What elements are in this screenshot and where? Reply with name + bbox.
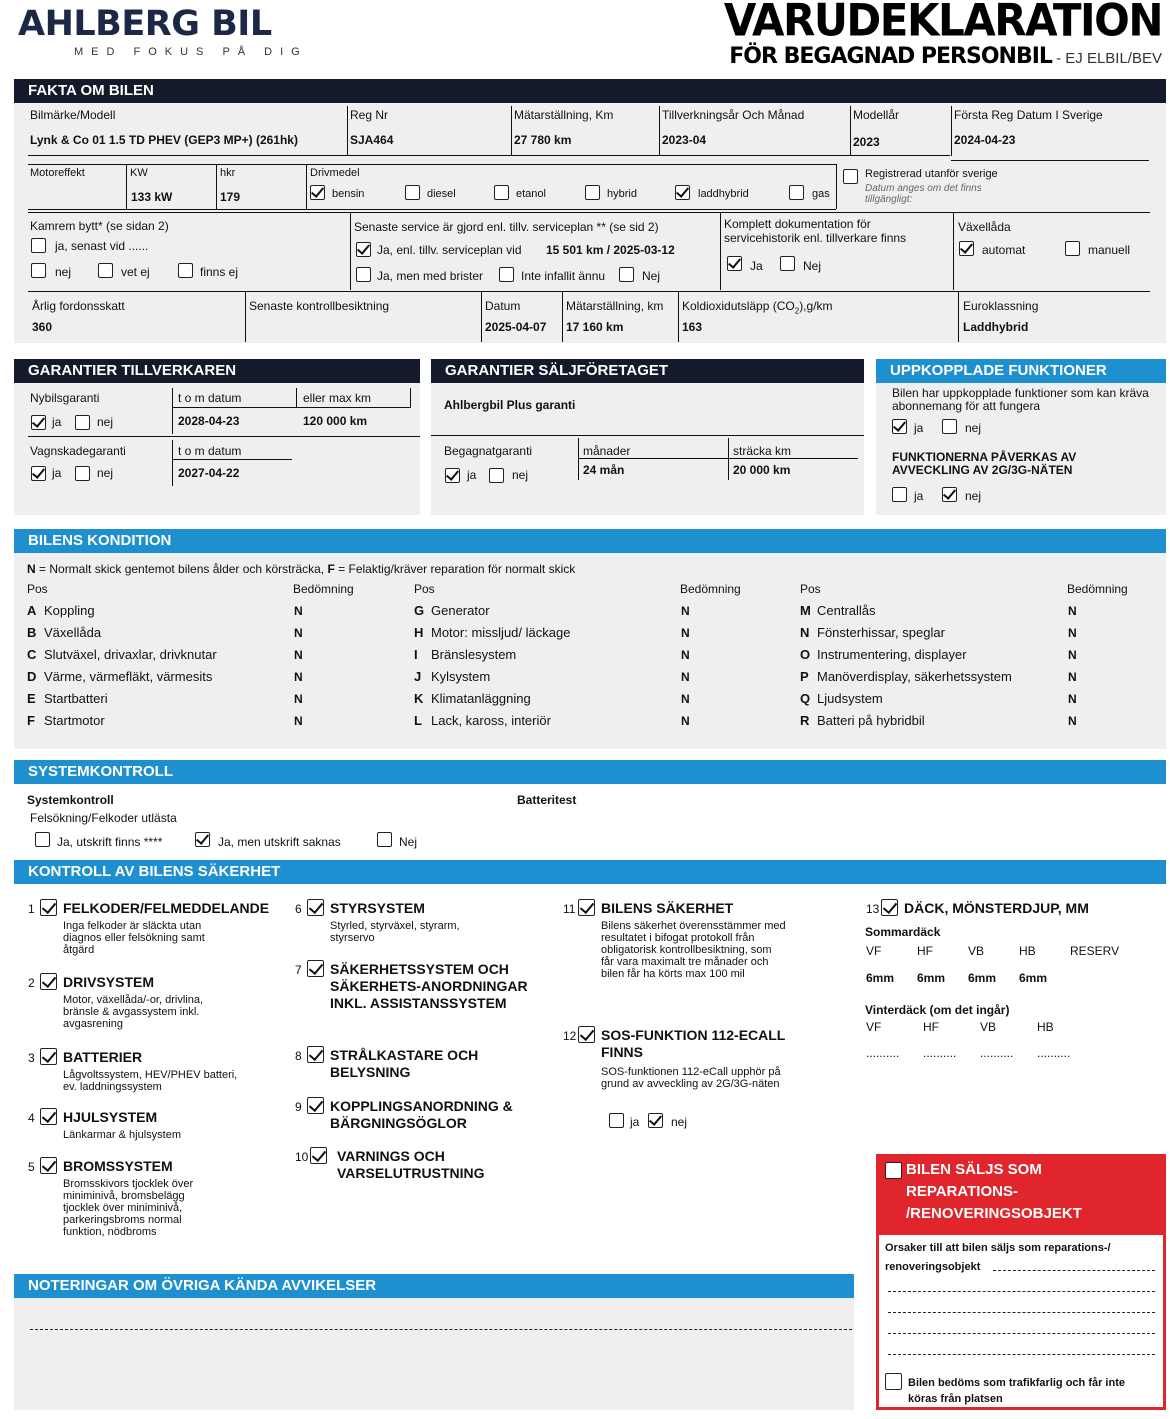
safety-item-checkbox[interactable] xyxy=(307,899,324,916)
condition-item: N Fönsterhissar, speglar xyxy=(800,625,945,640)
service-value: 15 501 km / 2025-03-12 xyxy=(546,243,675,257)
first-reg-value: 2024-04-23 xyxy=(954,133,1016,147)
winter-hb: .......... xyxy=(1037,1046,1071,1060)
fuel-4-checkbox[interactable] xyxy=(675,185,690,200)
model-label: Bilmärke/Modell xyxy=(30,108,116,122)
func-nej-label: nej xyxy=(965,489,982,503)
condition-item: M Centrallås xyxy=(800,603,876,618)
condition-item: R Batteri på hybridbil xyxy=(800,713,925,728)
doc-nej-label: Nej xyxy=(803,259,822,273)
nybil-maxkm-label: eller max km xyxy=(303,391,372,405)
condition-rating: N xyxy=(681,604,690,618)
safety-item-description: Bromsskivors tjocklek över miniminivå, bromsbelägg tjocklek över miniminivå, parkeringsbroms normal funktion, nödbroms xyxy=(63,1178,194,1238)
system-opt3-checkbox[interactable] xyxy=(377,832,392,847)
abroad-note: Datum anges om det finns tillgängligt: xyxy=(865,183,982,205)
uppk-nej-checkbox[interactable] xyxy=(942,419,957,434)
euro-label: Euroklassning xyxy=(963,299,1039,313)
model-year-value: 2023 xyxy=(853,135,880,149)
condition-item: L Lack, kaross, interiör xyxy=(414,713,551,728)
safety-item-title: STYRSYSTEM xyxy=(330,900,425,916)
summer-tires-label: Sommardäck xyxy=(865,925,941,939)
pos-header-2: Pos xyxy=(414,582,435,596)
safety-item-checkbox[interactable] xyxy=(40,1108,57,1125)
plus-guarantee: Ahlbergbil Plus garanti xyxy=(444,398,576,412)
system-opt2-label: Ja, men utskrift saknas xyxy=(218,835,341,849)
inspection-date-value: 2025-04-07 xyxy=(485,320,547,334)
sos-ja-label: ja xyxy=(630,1115,640,1129)
condition-item: P Manöverdisplay, säkerhetssystem xyxy=(800,669,1012,684)
document-subtitle: FÖR BEGAGNAD PERSONBIL - EJ ELBIL/BEV xyxy=(729,44,1162,69)
system-opt2-checkbox[interactable] xyxy=(195,832,210,847)
safety-item-title: KOPPLINGSANORDNING & BÄRGNINGSÖGLOR xyxy=(330,1098,513,1131)
fuel-3-label: hybrid xyxy=(607,188,637,200)
section-header-system: SYSTEMKONTROLL xyxy=(14,760,1166,784)
summer-col-vb: VB xyxy=(968,944,985,958)
beg-ja-checkbox[interactable] xyxy=(445,468,460,483)
section-header-sakerhet: KONTROLL AV BILENS SÄKERHET xyxy=(14,860,1166,884)
condition-item: G Generator xyxy=(414,603,490,618)
kw-value: 133 kW xyxy=(131,190,173,204)
model-year-label: Modellår xyxy=(853,108,900,122)
winter-hf: .......... xyxy=(923,1046,957,1060)
condition-rating: N xyxy=(681,692,690,706)
service-label: Senaste service är gjord enl. tillv. serviceplan ** (se sid 2) xyxy=(354,220,659,234)
condition-item: H Motor: missljud/ läckage xyxy=(414,625,571,640)
inspection-date-label: Datum xyxy=(485,299,521,313)
uppk-ja-checkbox[interactable] xyxy=(892,419,907,434)
safety-item-number: 4 xyxy=(28,1111,35,1125)
summer-col-hf: HF xyxy=(917,944,933,958)
summer-vf: 6mm xyxy=(866,971,895,985)
kamrem-yes-label: ja, senast vid ...... xyxy=(55,239,149,253)
system-sub: Felsökning/Felkoder utlästa xyxy=(30,811,177,825)
condition-rating: N xyxy=(1068,714,1077,728)
section-header-notes: NOTERINGAR OM ÖVRIGA KÄNDA AVVIKELSER xyxy=(14,1274,854,1298)
beg-nej-label: nej xyxy=(512,468,529,482)
condition-rating: N xyxy=(1068,692,1077,706)
condition-item: D Värme, värmefläkt, värmesits xyxy=(27,669,213,684)
vagn-nej-label: nej xyxy=(97,466,114,480)
power-label: Motoreffekt xyxy=(30,167,85,179)
doc-ja-checkbox[interactable] xyxy=(727,256,742,271)
condition-rating: N xyxy=(681,626,690,640)
service-nej-label: Nej xyxy=(642,269,661,283)
beg-label: Begagnatgaranti xyxy=(444,444,533,458)
condition-item: J Kylsystem xyxy=(414,669,491,684)
safety-item-title: SOS-FUNKTION 112-ECALL FINNS xyxy=(601,1027,786,1060)
gear-label: Växellåda xyxy=(958,220,1011,234)
safety-item-description: Motor, växellåda/-or, drivlina, bränsle & avgassystem inkl. avgasrening xyxy=(63,994,204,1030)
sos-nej-label: nej xyxy=(671,1115,688,1129)
danger-checkbox[interactable] xyxy=(885,1373,902,1390)
first-reg-label: Första Reg Datum I Sverige xyxy=(954,108,1103,122)
inspection-label: Senaste kontrollbesiktning xyxy=(249,299,390,313)
condition-rating: N xyxy=(294,626,303,640)
condition-rating: N xyxy=(681,670,690,684)
fuel-0-label: bensin xyxy=(332,188,365,200)
safety-item-title: VARNINGS OCH VARSELUTRUSTNING xyxy=(337,1148,485,1181)
fuel-5-checkbox[interactable] xyxy=(789,185,804,200)
kw-label: KW xyxy=(130,167,148,179)
repair-title: BILEN SÄLJS SOM REPARATIONS- /RENOVERINGSOBJEKT xyxy=(906,1161,1082,1222)
safety-item-number: 9 xyxy=(295,1100,302,1114)
safety-item-number: 12 xyxy=(563,1029,577,1043)
condition-rating: N xyxy=(294,648,303,662)
safety-item-title: BATTERIER xyxy=(63,1049,143,1065)
condition-rating: N xyxy=(1068,604,1077,618)
kamrem-vetej-checkbox[interactable] xyxy=(98,263,113,278)
vagn-tom-value: 2027-04-22 xyxy=(178,466,240,480)
kamrem-yes-checkbox[interactable] xyxy=(31,238,46,253)
safety-item-checkbox[interactable] xyxy=(40,973,57,990)
fuel-2-label: etanol xyxy=(516,188,546,200)
safety-item-checkbox[interactable] xyxy=(307,1097,324,1114)
reg-value: SJA464 xyxy=(350,133,394,147)
winter-vf: .......... xyxy=(866,1046,900,1060)
pos-header-1: Pos xyxy=(27,582,48,596)
fuel-1-checkbox[interactable] xyxy=(405,185,420,200)
repair-reason: Orsaker till att bilen säljs som reparations-/ renoveringsobjekt xyxy=(885,1242,1111,1273)
safety-item-title: DÄCK, MÖNSTERDJUP, MM xyxy=(904,900,1089,916)
beg-ja-label: ja xyxy=(467,468,477,482)
safety-item-description: SOS-funktionen 112-eCall upphör på grund av avveckling av 2G/3G-näten xyxy=(601,1066,781,1090)
safety-item-description: Inga felkoder är släckta utan diagnos eller felsökning samt åtgärd xyxy=(63,920,205,956)
gear-auto-label: automat xyxy=(982,243,1026,257)
condition-item: K Klimatanläggning xyxy=(414,691,531,706)
safety-item-description: Länkarmar & hjulsystem xyxy=(63,1129,181,1141)
kamrem-finnsej-label: finns ej xyxy=(200,265,239,279)
winter-col-hb: HB xyxy=(1037,1020,1054,1034)
kamrem-no-label: nej xyxy=(55,265,72,279)
condition-item: E Startbatteri xyxy=(27,691,108,706)
condition-rating: N xyxy=(294,604,303,618)
safety-item-number: 3 xyxy=(28,1051,35,1065)
section-header-kondition: BILENS KONDITION xyxy=(14,529,1166,553)
beg-man-value: 24 mån xyxy=(583,463,625,477)
battery-test-label: Batteritest xyxy=(517,793,577,807)
safety-item-number: 8 xyxy=(295,1049,302,1063)
winter-col-vf: VF xyxy=(866,1020,882,1034)
abroad-checkbox[interactable] xyxy=(843,169,858,184)
safety-item-number: 7 xyxy=(295,963,302,977)
summer-col-vf: VF xyxy=(866,944,882,958)
pos-header-3: Pos xyxy=(800,582,821,596)
service-nej-checkbox[interactable] xyxy=(619,267,634,282)
kondition-legend: N = Normalt skick gentemot bilens ålder och körsträcka, F = Felaktig/kräver reparation för normalt skick xyxy=(27,562,576,576)
nybil-nej-checkbox[interactable] xyxy=(75,415,90,430)
winter-tires-label: Vinterdäck (om det ingår) xyxy=(865,1003,1010,1017)
kamrem-vetej-label: vet ej xyxy=(121,265,150,279)
nybil-maxkm-value: 120 000 km xyxy=(303,414,368,428)
summer-hf: 6mm xyxy=(917,971,946,985)
reg-label: Reg Nr xyxy=(350,108,389,122)
kamrem-no-checkbox[interactable] xyxy=(31,263,46,278)
func-ja-label: ja xyxy=(914,489,924,503)
func-header: FUNKTIONERNA PÅVERKAS AV AVVECKLING AV 2G/3G-NÄTEN xyxy=(892,450,1077,477)
safety-item-number: 6 xyxy=(295,902,302,916)
abroad-label: Registrerad utanför sverige xyxy=(865,168,998,180)
brand-logo: AHLBERG BIL xyxy=(18,4,272,44)
condition-item: Q Ljudsystem xyxy=(800,691,883,706)
safety-item-number: 1 xyxy=(28,902,35,916)
safety-item-checkbox[interactable] xyxy=(40,1157,57,1174)
safety-item-checkbox[interactable] xyxy=(310,1147,327,1164)
section-header-gar-salj: GARANTIER SÄLJFÖRETAGET xyxy=(431,359,864,383)
summer-hb: 6mm xyxy=(1019,971,1048,985)
safety-item-title: DRIVSYSTEM xyxy=(63,974,155,990)
service-brister-checkbox[interactable] xyxy=(356,267,371,282)
hk-value: 179 xyxy=(220,190,241,204)
bed-header-2: Bedömning xyxy=(680,582,741,596)
condition-rating: N xyxy=(294,670,303,684)
inspection-odo-value: 17 160 km xyxy=(566,320,624,334)
brand-tagline: MED FOKUS PÅ DIG xyxy=(74,46,308,58)
condition-rating: N xyxy=(681,714,690,728)
section-header-fakta: FAKTA OM BILEN xyxy=(14,79,1166,103)
safety-item-title: FELKODER/FELMEDDELANDE xyxy=(63,900,270,916)
condition-item: A Koppling xyxy=(27,603,95,618)
fuel-label: Drivmedel xyxy=(310,167,360,179)
nybil-tom-value: 2028-04-23 xyxy=(178,414,240,428)
repair-checkbox[interactable] xyxy=(885,1162,902,1179)
func-ja-checkbox[interactable] xyxy=(892,487,907,502)
safety-item-title: SÄKERHETSSYSTEM OCH SÄKERHETS-ANORDNINGAR INKL. ASSISTANSSYSTEM xyxy=(330,961,528,1011)
summer-col-reserv: RESERV xyxy=(1070,944,1120,958)
fuel-3-checkbox[interactable] xyxy=(585,185,600,200)
winter-col-hf: HF xyxy=(923,1020,939,1034)
condition-item: C Slutväxel, drivaxlar, drivknutar xyxy=(27,647,217,662)
bed-header-1: Bedömning xyxy=(293,582,354,596)
vagn-ja-label: ja xyxy=(52,466,62,480)
kamrem-label: Kamrem bytt* (se sidan 2) xyxy=(30,219,169,233)
hk-label: hkr xyxy=(220,167,236,179)
condition-rating: N xyxy=(294,714,303,728)
fuel-1-label: diesel xyxy=(427,188,456,200)
notes-panel[interactable] xyxy=(14,1298,854,1410)
nybil-ja-checkbox[interactable] xyxy=(31,415,46,430)
fuel-2-checkbox[interactable] xyxy=(494,185,509,200)
nybil-nej-label: nej xyxy=(97,415,114,429)
uppk-nej-label: nej xyxy=(965,421,982,435)
beg-man-label: månader xyxy=(583,444,631,458)
safety-item-description: Styrled, styrväxel, styrarm, styrservo xyxy=(330,920,460,944)
gear-manual-label: manuell xyxy=(1088,243,1131,257)
gear-manual-checkbox[interactable] xyxy=(1065,241,1080,256)
safety-item-number: 10 xyxy=(295,1150,309,1164)
service-infallit-label: Inte infallit ännu xyxy=(521,269,606,283)
fuel-5-label: gas xyxy=(812,188,830,200)
safety-item-checkbox[interactable] xyxy=(578,899,595,916)
system-opt3-label: Nej xyxy=(399,835,418,849)
kamrem-finnsej-checkbox[interactable] xyxy=(178,263,193,278)
safety-item-description: Lågvoltssystem, HEV/PHEV batteri, ev. laddningssystem xyxy=(63,1069,238,1093)
odometer-value: 27 780 km xyxy=(514,133,572,147)
sos-ja-checkbox[interactable] xyxy=(609,1113,624,1128)
manufacture-label: Tillverkningsår Och Månad xyxy=(662,108,805,122)
safety-item-description: Bilens säkerhet överensstämmer med resultatet i bifogat protokoll från obligatorisk kontrollbesiktning, som får vara maximalt tre månader och bilen får ha körts max 100 mil xyxy=(601,920,786,980)
safety-item-number: 13 xyxy=(866,902,880,916)
condition-rating: N xyxy=(1068,626,1077,640)
safety-item-checkbox[interactable] xyxy=(307,1046,324,1063)
safety-item-checkbox[interactable] xyxy=(578,1026,595,1043)
gear-auto-checkbox[interactable] xyxy=(959,241,974,256)
doc-nej-checkbox[interactable] xyxy=(780,256,795,271)
safety-item-title: HJULSYSTEM xyxy=(63,1109,158,1125)
summer-col-hb: HB xyxy=(1019,944,1036,958)
safety-item-number: 2 xyxy=(28,976,35,990)
vagn-tom-label: t o m datum xyxy=(178,444,242,458)
sos-nej-checkbox[interactable] xyxy=(648,1113,663,1128)
service-yes-label: Ja, enl. tillv. serviceplan vid xyxy=(377,243,522,257)
condition-item: I Bränslesystem xyxy=(414,647,517,662)
nybil-label: Nybilsgaranti xyxy=(30,391,100,405)
co2-label: Koldioxidutsläpp $(CO_2),g/km$ xyxy=(682,299,833,316)
odometer-label: Mätarställning, Km xyxy=(514,108,614,122)
system-opt1-checkbox[interactable] xyxy=(35,832,50,847)
fuel-0-checkbox[interactable] xyxy=(310,185,325,200)
winter-col-vb: VB xyxy=(980,1020,997,1034)
vagn-label: Vagnskadegaranti xyxy=(30,444,126,458)
winter-vb: .......... xyxy=(980,1046,1014,1060)
condition-rating: N xyxy=(681,648,690,662)
condition-rating: N xyxy=(294,692,303,706)
beg-km-label: sträcka km xyxy=(733,444,792,458)
service-infallit-checkbox[interactable] xyxy=(499,267,514,282)
tax-value: 360 xyxy=(32,320,53,334)
vagn-nej-checkbox[interactable] xyxy=(75,466,90,481)
condition-rating: N xyxy=(1068,648,1077,662)
doc-label: Komplett dokumentation för servicehistorik enl. tillverkare finns xyxy=(724,217,907,245)
safety-item-number: 5 xyxy=(28,1160,35,1174)
model-value: Lynk & Co 01 1.5 TD PHEV (GEP3 MP+) (261hk) xyxy=(30,133,298,147)
danger-label: Bilen bedöms som trafikfarlig och får inte köras från platsen xyxy=(908,1377,1125,1405)
section-header-uppk: UPPKOPPLADE FUNKTIONER xyxy=(876,359,1166,383)
uppk-text: Bilen har uppkopplade funktioner som kan kräva abonnemang för att fungera xyxy=(892,386,1149,413)
condition-rating: N xyxy=(1068,670,1077,684)
safety-item-title: BROMSSYSTEM xyxy=(63,1158,173,1174)
bed-header-3: Bedömning xyxy=(1067,582,1128,596)
safety-item-checkbox[interactable] xyxy=(40,899,57,916)
safety-item-title: STRÅLKASTARE OCH BELYSNING xyxy=(330,1047,479,1080)
beg-nej-checkbox[interactable] xyxy=(489,468,504,483)
fuel-4-label: laddhybrid xyxy=(698,188,749,200)
condition-item: F Startmotor xyxy=(27,713,105,728)
vagn-ja-checkbox[interactable] xyxy=(31,466,46,481)
condition-item: B Växellåda xyxy=(27,625,102,640)
safety-item-checkbox[interactable] xyxy=(881,899,898,916)
uppk-ja-label: ja xyxy=(914,421,924,435)
func-nej-checkbox[interactable] xyxy=(942,487,957,502)
co2-value: 163 xyxy=(682,320,703,334)
summer-vb: 6mm xyxy=(968,971,997,985)
euro-value: Laddhybrid xyxy=(963,320,1029,334)
doc-ja-label: Ja xyxy=(750,259,763,273)
system-title: Systemkontroll xyxy=(27,793,114,807)
system-opt1-label: Ja, utskrift finns **** xyxy=(57,835,163,849)
document-title: VARUDEKLARATION xyxy=(723,0,1162,47)
tax-label: Årlig fordonsskatt xyxy=(32,299,125,313)
nybil-tom-label: t o m datum xyxy=(178,391,242,405)
beg-km-value: 20 000 km xyxy=(733,463,791,477)
service-brister-label: Ja, men med brister xyxy=(377,269,484,283)
safety-item-checkbox[interactable] xyxy=(307,960,324,977)
safety-item-title: BILENS SÄKERHET xyxy=(601,900,734,916)
safety-item-checkbox[interactable] xyxy=(40,1048,57,1065)
condition-item: O Instrumentering, displayer xyxy=(800,647,967,662)
section-header-gar-tillv: GARANTIER TILLVERKAREN xyxy=(14,359,420,383)
nybil-ja-label: ja xyxy=(52,415,62,429)
manufacture-value: 2023-04 xyxy=(662,133,707,147)
safety-item-number: 11 xyxy=(563,902,576,916)
service-yes-checkbox[interactable] xyxy=(356,242,371,257)
inspection-odo-label: Mätarställning, km xyxy=(566,299,664,313)
